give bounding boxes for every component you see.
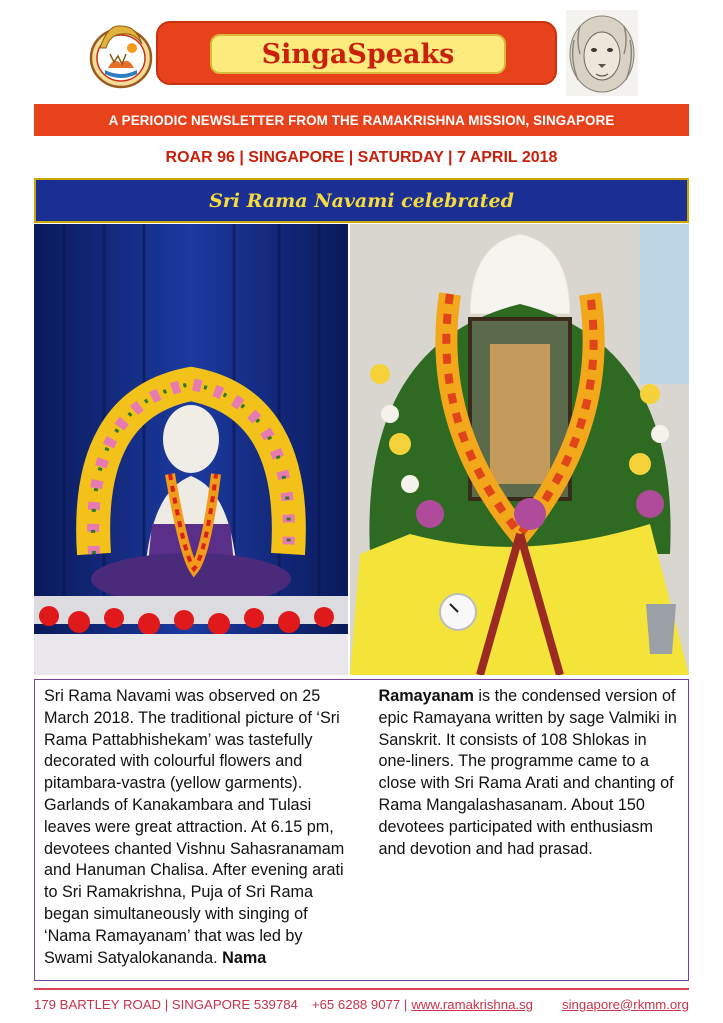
article-body [44, 686, 680, 976]
article-box [34, 679, 689, 981]
footer [34, 993, 689, 1015]
footer-address: 179 BARTLEY ROAD | SINGAPORE 539784 [34, 996, 298, 1012]
lion-head-icon [566, 10, 638, 96]
tagline-text: A PERIODIC NEWSLETTER FROM THE RAMAKRISHNA MISSION, SINGAPORE [108, 112, 615, 128]
footer-phone: +65 6288 9077 | [311, 996, 408, 1012]
ramakrishna-mission-emblem-icon [88, 18, 154, 90]
photo-sri-rama-pattabhishekam [350, 224, 689, 675]
tagline-banner [34, 104, 689, 136]
photo-ramakrishna-statue [34, 224, 348, 675]
issue-info [34, 146, 689, 170]
masthead-title-box [210, 34, 506, 74]
newsletter-title: SingaSpeaks [261, 38, 455, 70]
article-text-part2: is the condensed version of epic Ramayana written by sage Valmiki in Sanskrit. It consists of 108 Shlokas in one-liners. The programme came to a close with Sri Rama Arati and chanting of Rama Mangalashasanam. About 150 devotees participated with enthusiasm and devotion and had prasad. [378, 687, 677, 858]
article-text-part1: Sri Rama Navami was observed on 25 March 2018. The traditional picture of ‘Sri Rama Pattabhishekam’ was tastefully decorated with colourful flowers and pitambara-vastra (yellow garments). Garlands of Kanakambara and Tulasi leaves were great attraction. At 6.15 pm, devotees chanted Vishnu Sahasranamam and Hanuman Chalisa. After evening arati to Sri Ramakrishna, Puja of Sri Rama began simultaneously with singing of ‘Nama Ramayanam’ that was led by Swami Satyalokananda. [44, 687, 345, 967]
footer-website-link[interactable]: www.ramakrishna.sg [411, 996, 534, 1012]
masthead-banner [156, 21, 557, 85]
article-text-bold: Nama Ramayanam [222, 687, 474, 967]
footer-email-link[interactable]: singapore@rkmm.org [562, 996, 689, 1012]
headline-banner [34, 178, 689, 223]
footer-divider [34, 988, 689, 990]
article-headline: Sri Rama Navami celebrated [209, 189, 514, 212]
issue-info-text: ROAR 96 | SINGAPORE | SATURDAY | 7 APRIL 2018 [165, 149, 558, 166]
